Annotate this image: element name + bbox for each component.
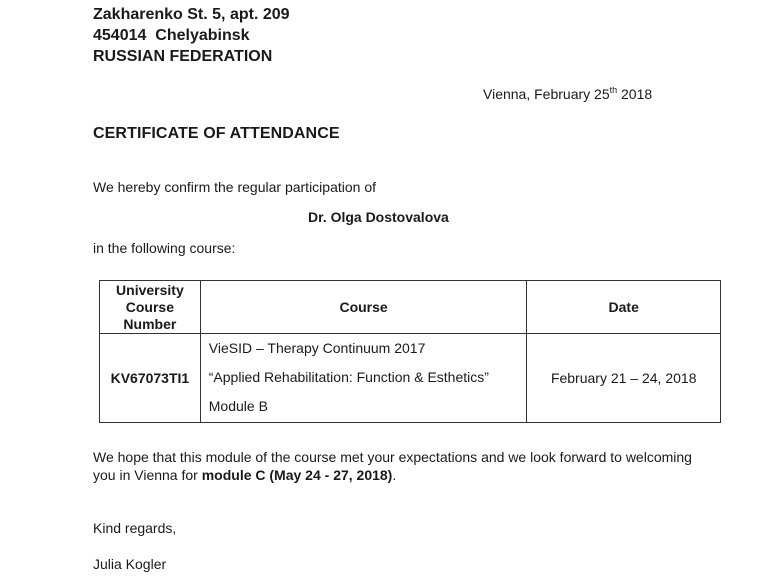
address-country: RUSSIAN FEDERATION (93, 48, 273, 65)
table-row (100, 334, 721, 423)
intro-text: We hereby confirm the regular participation of (93, 179, 376, 195)
address-street: Zakharenko St. 5, apt. 209 (93, 6, 290, 23)
document-title: CERTIFICATE OF ATTENDANCE (93, 125, 340, 142)
closing-text: We hope that this module of the course met your expectations and we look forward to welcoming you in Vienna for (93, 449, 692, 483)
recipient-address (93, 4, 290, 67)
participant-name: Dr. Olga Dostovalova (308, 209, 449, 225)
address-city: 454014 Chelyabinsk (93, 27, 250, 44)
course-program: VieSID – Therapy Continuum 2017 (208, 340, 426, 356)
date-prefix: Vienna, February 25 (483, 86, 610, 102)
closing-paragraph (93, 448, 713, 484)
place-date (483, 86, 652, 102)
regards-text: Kind regards, (93, 520, 177, 536)
header-course-number: University Course Number (100, 281, 201, 334)
course-table (99, 280, 721, 423)
date-year: 2018 (617, 86, 653, 102)
date-ordinal: th (609, 85, 618, 95)
course-date-cell: February 21 – 24, 2018 (527, 334, 721, 423)
course-number-cell: KV67073TI1 (100, 334, 201, 423)
closing-period: . (392, 467, 397, 483)
signer-name: Julia Kogler (93, 556, 167, 572)
header-course: Course (200, 281, 527, 334)
table-header-row (100, 281, 721, 334)
header-date: Date (527, 281, 721, 334)
course-module: Module B (208, 398, 268, 414)
closing-module-highlight: module C (May 24 - 27, 2018) (201, 467, 393, 483)
course-subtitle: “Applied Rehabilitation: Function & Esthetics” (208, 369, 489, 385)
following-text: in the following course: (93, 240, 236, 256)
course-description-cell (200, 334, 527, 423)
